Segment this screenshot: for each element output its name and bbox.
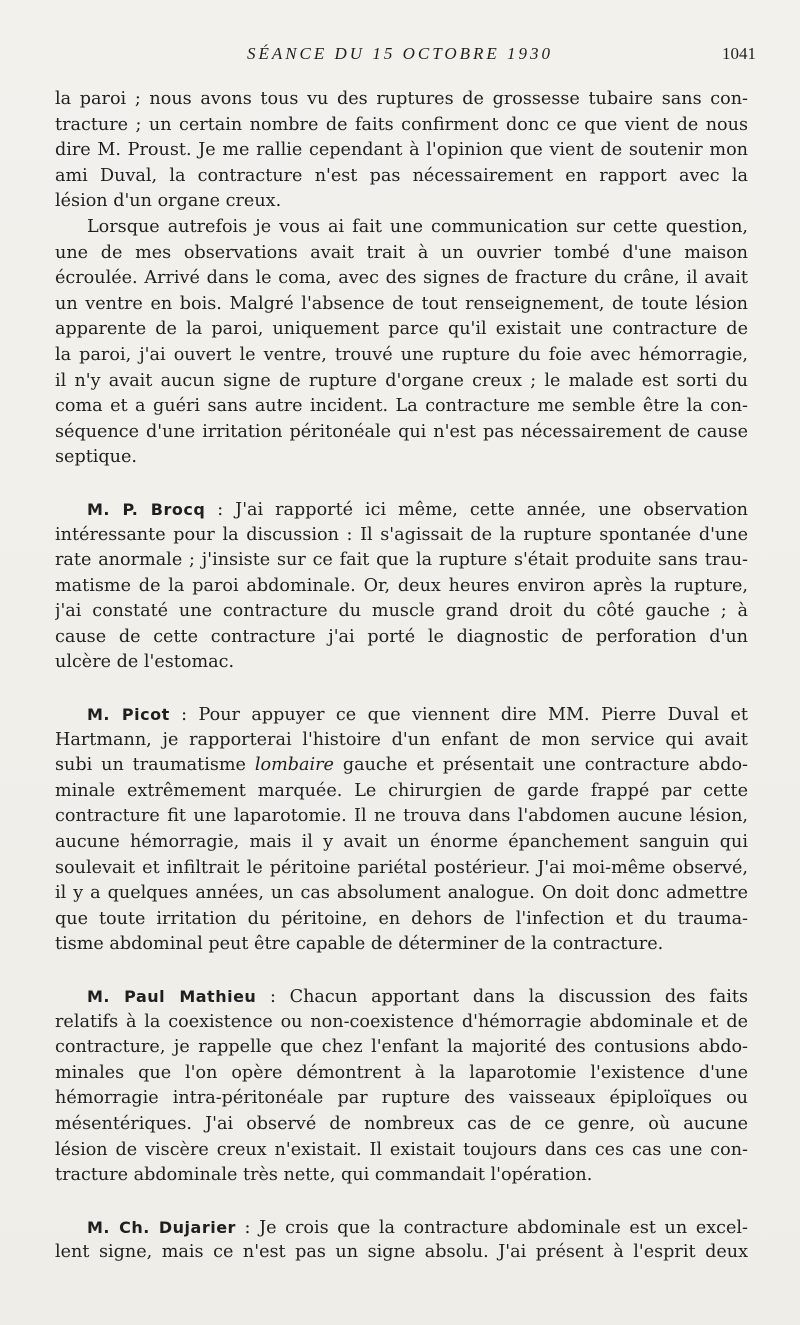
text-line: mésentériques. J'ai observé de nombreux cas de ce genre, où aucune xyxy=(55,1113,748,1134)
text-line: ulcère de l'estomac. xyxy=(55,652,235,673)
text-line: coma et a guéri sans autre incident. La contracture me semble être la con- xyxy=(55,396,748,417)
text-run: : Je crois que la contracture abdominale est un excel- xyxy=(235,1217,748,1238)
text-line: rate anormale ; j'insiste sur ce fait que la rupture s'était produite sans trau- xyxy=(55,550,748,571)
running-title: SÉANCE DU 15 OCTOBRE 1930 xyxy=(246,44,554,63)
paragraph-mathieu xyxy=(55,984,748,1189)
speaker-name: M. Paul Mathieu xyxy=(87,987,257,1006)
page-header xyxy=(0,44,800,72)
text-line: contracture, je rappelle que chez l'enfant la majorité des contusions abdo- xyxy=(55,1037,748,1058)
page-number: 1041 xyxy=(722,44,756,63)
text-run: : Chacun apportant dans la discussion des faits xyxy=(256,987,748,1007)
text-line: relatifs à la coexistence ou non-coexistence d'hémorragie abdominale et de xyxy=(55,1011,748,1032)
text-run: : Pour appuyer ce que viennent dire MM. Pierre Duval et xyxy=(169,705,748,726)
paragraph xyxy=(55,215,748,471)
text-run: gauche et présentait une contracture abdo- xyxy=(333,755,748,776)
text-line: ami Duval, la contracture n'est pas nécessairement en rapport avec la xyxy=(55,165,748,186)
text-line: contracture fit une laparotomie. Il ne trouva dans l'abdomen aucune lésion, xyxy=(55,806,748,827)
text-line: la paroi ; nous avons tous vu des ruptures de grossesse tubaire sans con- xyxy=(55,89,748,109)
text-run: subi un traumatisme xyxy=(55,755,255,776)
text-line: lésion de viscère creux n'existait. Il existait toujours dans ces cas une con- xyxy=(55,1139,748,1160)
text-line: écroulée. Arrivé dans le coma, avec des signes de fracture du crâne, il avait xyxy=(55,268,748,289)
text-line: une de mes observations avait trait à un ouvrier tombé d'une maison xyxy=(55,242,748,263)
text-line xyxy=(55,497,748,523)
text-line: séquence d'une irritation péritonéale qui n'est pas nécessairement de cause xyxy=(55,421,748,442)
text-line: tisme abdominal peut être capable de déterminer de la contracture. xyxy=(55,934,664,955)
text-line: intéressante pour la discussion : Il s'agissait de la rupture spontanée d'une xyxy=(55,524,748,545)
text-line: j'ai constaté une contracture du muscle grand droit du côté gauche ; à xyxy=(55,601,748,622)
text-line: tracture abdominale très nette, qui commandait l'opération. xyxy=(55,1165,593,1186)
text-line: Hartmann, je rapporterai l'histoire d'un enfant de mon service qui avait xyxy=(55,729,748,750)
text-line: lésion d'un organe creux. xyxy=(55,191,282,212)
text-line: hémorragie intra-péritonéale par rupture des vaisseaux épiploïques ou xyxy=(55,1088,748,1109)
italic-word: lombaire xyxy=(254,755,334,776)
text-line: lent signe, mais ce n'est pas un signe absolu. J'ai présent à l'esprit deux xyxy=(55,1242,748,1263)
text-line: cause de cette contracture j'ai porté le diagnostic de perforation d'un xyxy=(55,626,748,647)
speaker-name: M. P. Brocq xyxy=(87,499,206,519)
text-line: Lorsque autrefois je vous ai fait une communication sur cette question, xyxy=(87,216,748,237)
text-line: minale extrêmement marquée. Le chirurgien de garde frappé par cette xyxy=(55,780,748,801)
paragraph-dujarier xyxy=(55,1215,748,1266)
text-line: tracture ; un certain nombre de faits confirment donc ce que vient de nous xyxy=(55,114,748,135)
text-line: il y a quelques années, un cas absolument analogue. On doit donc admettre xyxy=(55,883,748,904)
speaker-name: M. Ch. Dujarier xyxy=(87,1217,236,1237)
text-line xyxy=(55,753,748,779)
text-line: dire M. Proust. Je me rallie cependant à l'opinion que vient de soutenir mon xyxy=(55,140,748,161)
text-line xyxy=(55,702,748,728)
paragraph-brocq xyxy=(55,497,748,676)
text-line: septique. xyxy=(55,447,137,468)
text-line: il n'y avait aucun signe de rupture d'organe creux ; le malade est sorti du xyxy=(55,370,748,391)
text-line: minales que l'on opère démontrent à la laparotomie l'existence d'une xyxy=(55,1062,748,1083)
text-line: aucune hémorragie, mais il y avait un énorme épanchement sanguin qui xyxy=(55,832,748,853)
text-run: : J'ai rapporté ici même, cette année, une observation xyxy=(205,499,748,520)
paragraph-picot xyxy=(55,702,748,958)
text-line: apparente de la paroi, uniquement parce qu'il existait une contracture de xyxy=(55,319,748,340)
speaker-name: M. Picot xyxy=(87,705,170,725)
text-line: matisme de la paroi abdominale. Or, deux heures environ après la rupture, xyxy=(55,575,748,596)
text-line: la paroi, j'ai ouvert le ventre, trouvé une rupture du foie avec hémorragie, xyxy=(55,344,748,365)
body-text xyxy=(55,87,748,1266)
text-line: soulevait et infiltrait le péritoine pariétal postérieur. J'ai moi-même observé, xyxy=(55,857,748,878)
text-line: un ventre en bois. Malgré l'absence de tout renseignement, de toute lésion xyxy=(55,293,748,314)
text-line: que toute irritation du péritoine, en dehors de l'infection et du trauma- xyxy=(55,908,748,929)
text-line xyxy=(55,984,748,1010)
text-line xyxy=(55,1215,748,1241)
paragraph-continuation xyxy=(55,87,748,215)
